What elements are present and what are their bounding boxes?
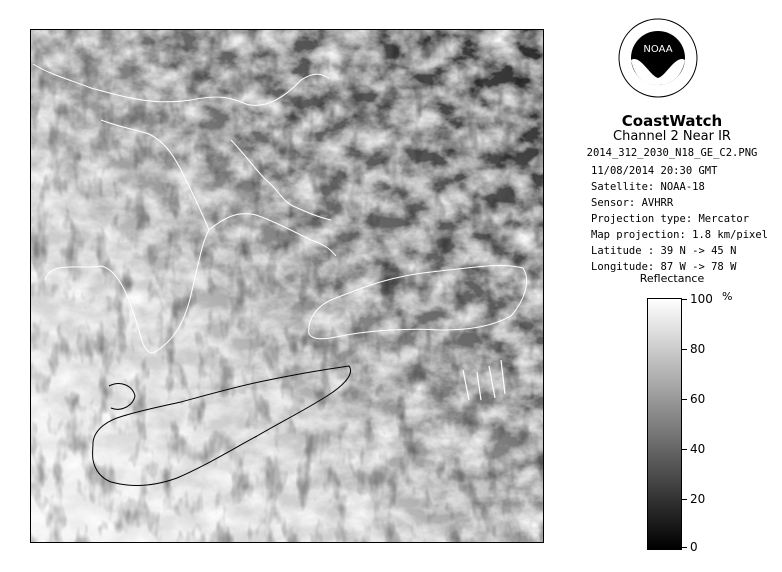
reflectance-colorbar [647,298,682,550]
brand-title: CoastWatch [621,112,723,130]
date-time: 11/08/2014 20:30 GMT [591,165,718,177]
image-filename: 2014_312_2030_N18_GE_C2.PNG [586,147,758,159]
svg-text:NOAA: NOAA [643,44,673,55]
colorbar-tick [681,499,687,500]
colorbar-unit: % [722,290,733,303]
colorbar-tick [681,349,687,350]
satellite-info: Satellite: NOAA-18 [591,181,705,193]
colorbar-tick [681,449,687,450]
colorbar-tick-label: 80 [690,342,706,356]
satellite-image [30,29,544,543]
latitude-range: Latitude : 39 N -> 45 N [591,245,737,257]
colorbar-tick-label: 20 [690,492,706,506]
colorbar-title: Reflectance [639,272,705,285]
colorbar-tick-label: 100 [690,292,713,306]
colorbar-tick [681,299,687,300]
image-shadows [31,30,543,542]
map-projection: Map projection: 1.8 km/pixel [591,229,769,241]
noaa-logo [618,18,698,98]
longitude-range: Longitude: 87 W -> 78 W [591,261,737,273]
channel-subtitle: Channel 2 Near IR [613,129,731,144]
sensor-info: Sensor: AVHRR [591,197,674,209]
colorbar-tick-label: 0 [690,540,698,554]
colorbar-tick-label: 40 [690,442,706,456]
colorbar-tick [681,399,687,400]
colorbar-tick-label: 60 [690,392,706,406]
colorbar-tick [681,547,687,548]
projection-type: Projection type: Mercator [591,213,750,225]
